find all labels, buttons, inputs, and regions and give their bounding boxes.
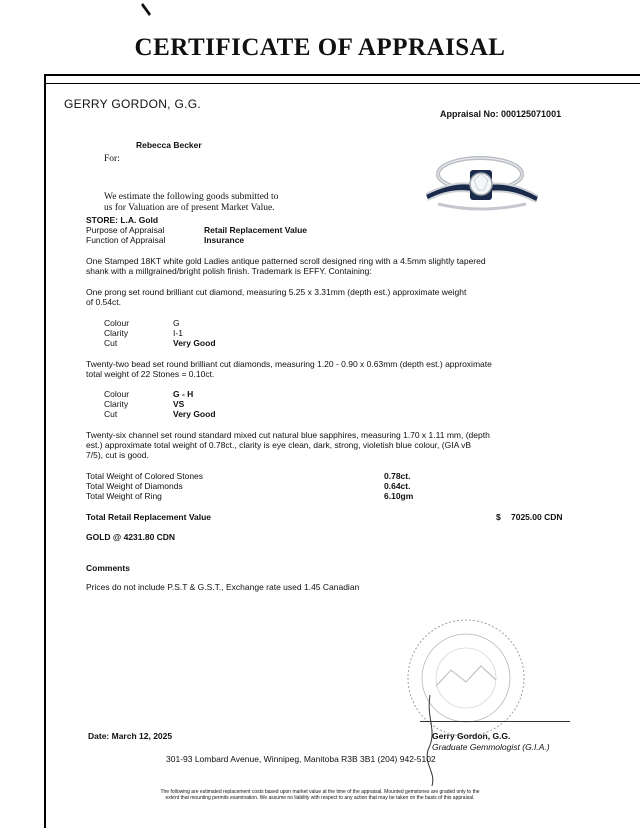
purpose-value: Retail Replacement Value	[204, 225, 307, 235]
grade1-cut-value: Very Good	[173, 338, 216, 348]
disclaimer	[120, 789, 520, 801]
purpose-label: Purpose of Appraisal	[86, 225, 165, 235]
intro-line-2: us for Valuation are of present Market Value.	[104, 203, 275, 213]
client-name: Rebecca Becker	[136, 140, 202, 150]
disclaimer-line-1: The following are estimated replacement costs based upon market value at the time of the appraisal. Mounted gemstones are graded only to the	[160, 789, 480, 795]
total-value-amount: 7025.00 CDN	[511, 512, 563, 522]
grade2-cut-label: Cut	[104, 409, 118, 419]
ring-description-line-1: One Stamped 18KT white gold Ladies antique patterned scroll designed ring with a 4.5mm slightly tapered	[86, 256, 486, 266]
total-value-currency: $	[496, 512, 501, 522]
grade2-cut-value: Very Good	[173, 409, 216, 419]
sapphire-line-3: 7/5), cut is good.	[86, 450, 149, 460]
signer-name: Gerry Gordon, G.G.	[432, 731, 511, 741]
function-label: Function of Appraisal	[86, 235, 166, 245]
disclaimer-line-2: extent that mounting permits examination. We assume no liability with respect to any action that may be taken on the basis of this appraisal.	[165, 795, 475, 801]
intro-line-1: We estimate the following goods submitted to	[104, 192, 279, 202]
total-colored-stones-label: Total Weight of Colored Stones	[86, 471, 204, 481]
appraisal-number: Appraisal No: 000125071001	[440, 109, 562, 119]
grade1-colour-value: G	[173, 318, 180, 328]
grade1-colour-label: Colour	[104, 318, 130, 328]
appraiser-header: GERRY GORDON, G.G.	[64, 97, 201, 111]
side-diamonds-line-2: total weight of 22 Stones = 0.10ct.	[86, 369, 215, 379]
total-diamonds-label: Total Weight of Diamonds	[86, 481, 183, 491]
gold-price: GOLD @ 4231.80 CDN	[86, 532, 176, 542]
grade2-colour-value: G - H	[173, 389, 194, 399]
left-rule	[44, 74, 46, 828]
total-value-label: Total Retail Replacement Value	[86, 512, 212, 522]
side-diamonds-line-1: Twenty-two bead set round brilliant cut diamonds, measuring 1.20 - 0.90 x 0.63mm (depth est.) approximate	[86, 359, 492, 369]
for-label: For:	[104, 154, 120, 164]
total-ring-weight-label: Total Weight of Ring	[86, 491, 162, 501]
total-diamonds-value: 0.64ct.	[384, 481, 411, 491]
grade1-clarity-value: I-1	[173, 328, 183, 338]
business-address: 301-93 Lombard Avenue, Winnipeg, Manitoba R3B 3B1 (204) 942-5102	[166, 754, 436, 764]
grade1-cut-label: Cut	[104, 338, 118, 348]
total-ring-weight-value: 6.10gm	[384, 491, 414, 501]
store-name: STORE: L.A. Gold	[86, 215, 159, 225]
second-rule	[44, 83, 640, 84]
comments-text: Prices do not include P.S.T & G.S.T., Exchange rate used 1.45 Canadian	[86, 582, 360, 592]
grade2-clarity-label: Clarity	[104, 399, 129, 409]
total-colored-stones-value: 0.78ct.	[384, 471, 411, 481]
comments-heading: Comments	[86, 563, 130, 573]
center-diamond-line-1: One prong set round brilliant cut diamond, measuring 5.25 x 3.31mm (depth est.) approximate weight	[86, 287, 467, 297]
center-diamond-line-2: of 0.54ct.	[86, 297, 121, 307]
grade1-clarity-label: Clarity	[104, 328, 129, 338]
appraisal-date: Date: March 12, 2025	[88, 731, 173, 741]
grade2-colour-label: Colour	[104, 389, 130, 399]
top-rule	[44, 74, 640, 76]
function-value: Insurance	[204, 235, 245, 245]
sapphire-line-1: Twenty-six channel set round standard mixed cut natural blue sapphires, measuring 1.70 x 1.11 mm, (depth	[86, 430, 490, 440]
sapphire-line-2: est.) approximate total weight of 0.78ct., clarity is eye clean, dark, strong, violetish blue colour, (GIA vB	[86, 440, 472, 450]
signer-title: Graduate Gemmologist (G.I.A.)	[432, 742, 550, 752]
ring-description-line-2: shank with a millgrained/bright polish finish. Trademark is EFFY. Containing:	[86, 266, 372, 276]
grade2-clarity-value: VS	[173, 399, 185, 409]
ring-photo	[418, 140, 548, 222]
ink-mark	[140, 2, 154, 18]
certificate-title: CERTIFICATE OF APPRAISAL	[134, 34, 506, 61]
